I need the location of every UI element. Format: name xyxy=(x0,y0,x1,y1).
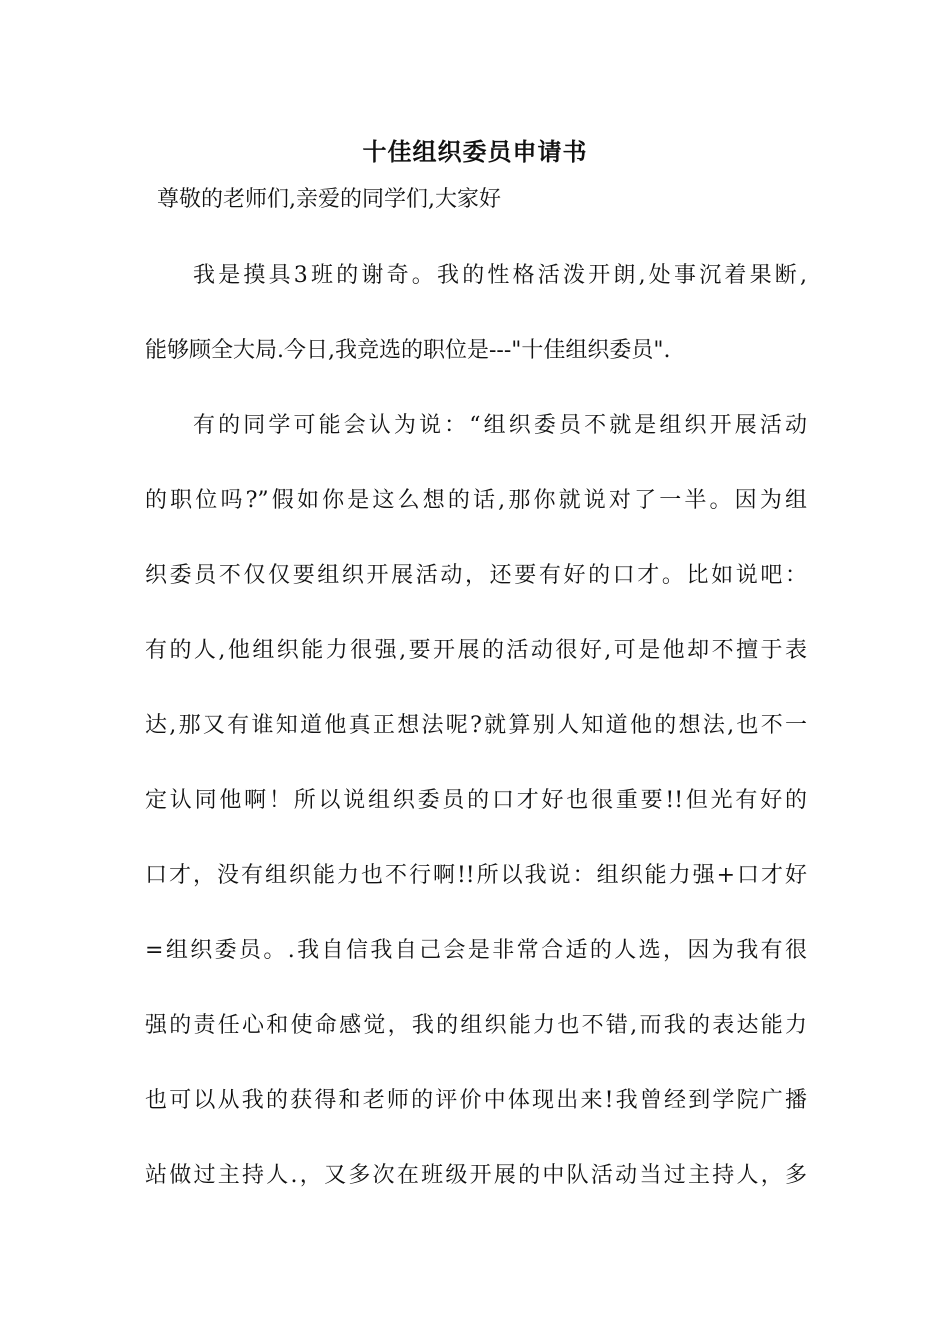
salutation: 尊敬的老师们,亲爱的同学们,大家好 xyxy=(157,187,501,212)
paragraph-line: 织委员不仅仅要组织开展活动，还要有好的口才。比如说吧： xyxy=(145,563,807,588)
paragraph-line: 有的人,他组织能力很强,要开展的活动很好,可是他却不擅于表 xyxy=(145,638,807,663)
paragraph-line: 达,那又有谁知道他真正想法呢?就算别人知道他的想法,也不一 xyxy=(145,713,807,738)
paragraph-line: 定认同他啊！所以说组织委员的口才好也很重要!!但光有好的 xyxy=(145,788,807,813)
paragraph-line: 口才，没有组织能力也不行啊!!所以我说：组织能力强+口才好 xyxy=(145,863,807,888)
paragraph-line: 的职位吗?”假如你是这么想的话,那你就说对了一半。因为组 xyxy=(145,488,807,513)
paragraph-line: 也可以从我的获得和老师的评价中体现出来!我曾经到学院广播 xyxy=(145,1088,807,1113)
paragraph-line: =组织委员。.我自信我自己会是非常合适的人选，因为我有很 xyxy=(145,938,807,963)
paragraph-line: 我是摸具3班的谢奇。我的性格活泼开朗,处事沉着果断, xyxy=(193,263,807,288)
paragraph-line: 站做过主持人.，又多次在班级开展的中队活动当过主持人，多 xyxy=(145,1163,807,1188)
paragraph-line: 有的同学可能会认为说：“组织委员不就是组织开展活动 xyxy=(193,413,807,438)
document-title: 十佳组织委员申请书 xyxy=(362,137,588,166)
paragraph-line: 强的责任心和使命感觉，我的组织能力也不错,而我的表达能力 xyxy=(145,1013,807,1038)
paragraph-line: 能够顾全大局.今日,我竞选的职位是---"十佳组织委员". xyxy=(145,338,671,363)
